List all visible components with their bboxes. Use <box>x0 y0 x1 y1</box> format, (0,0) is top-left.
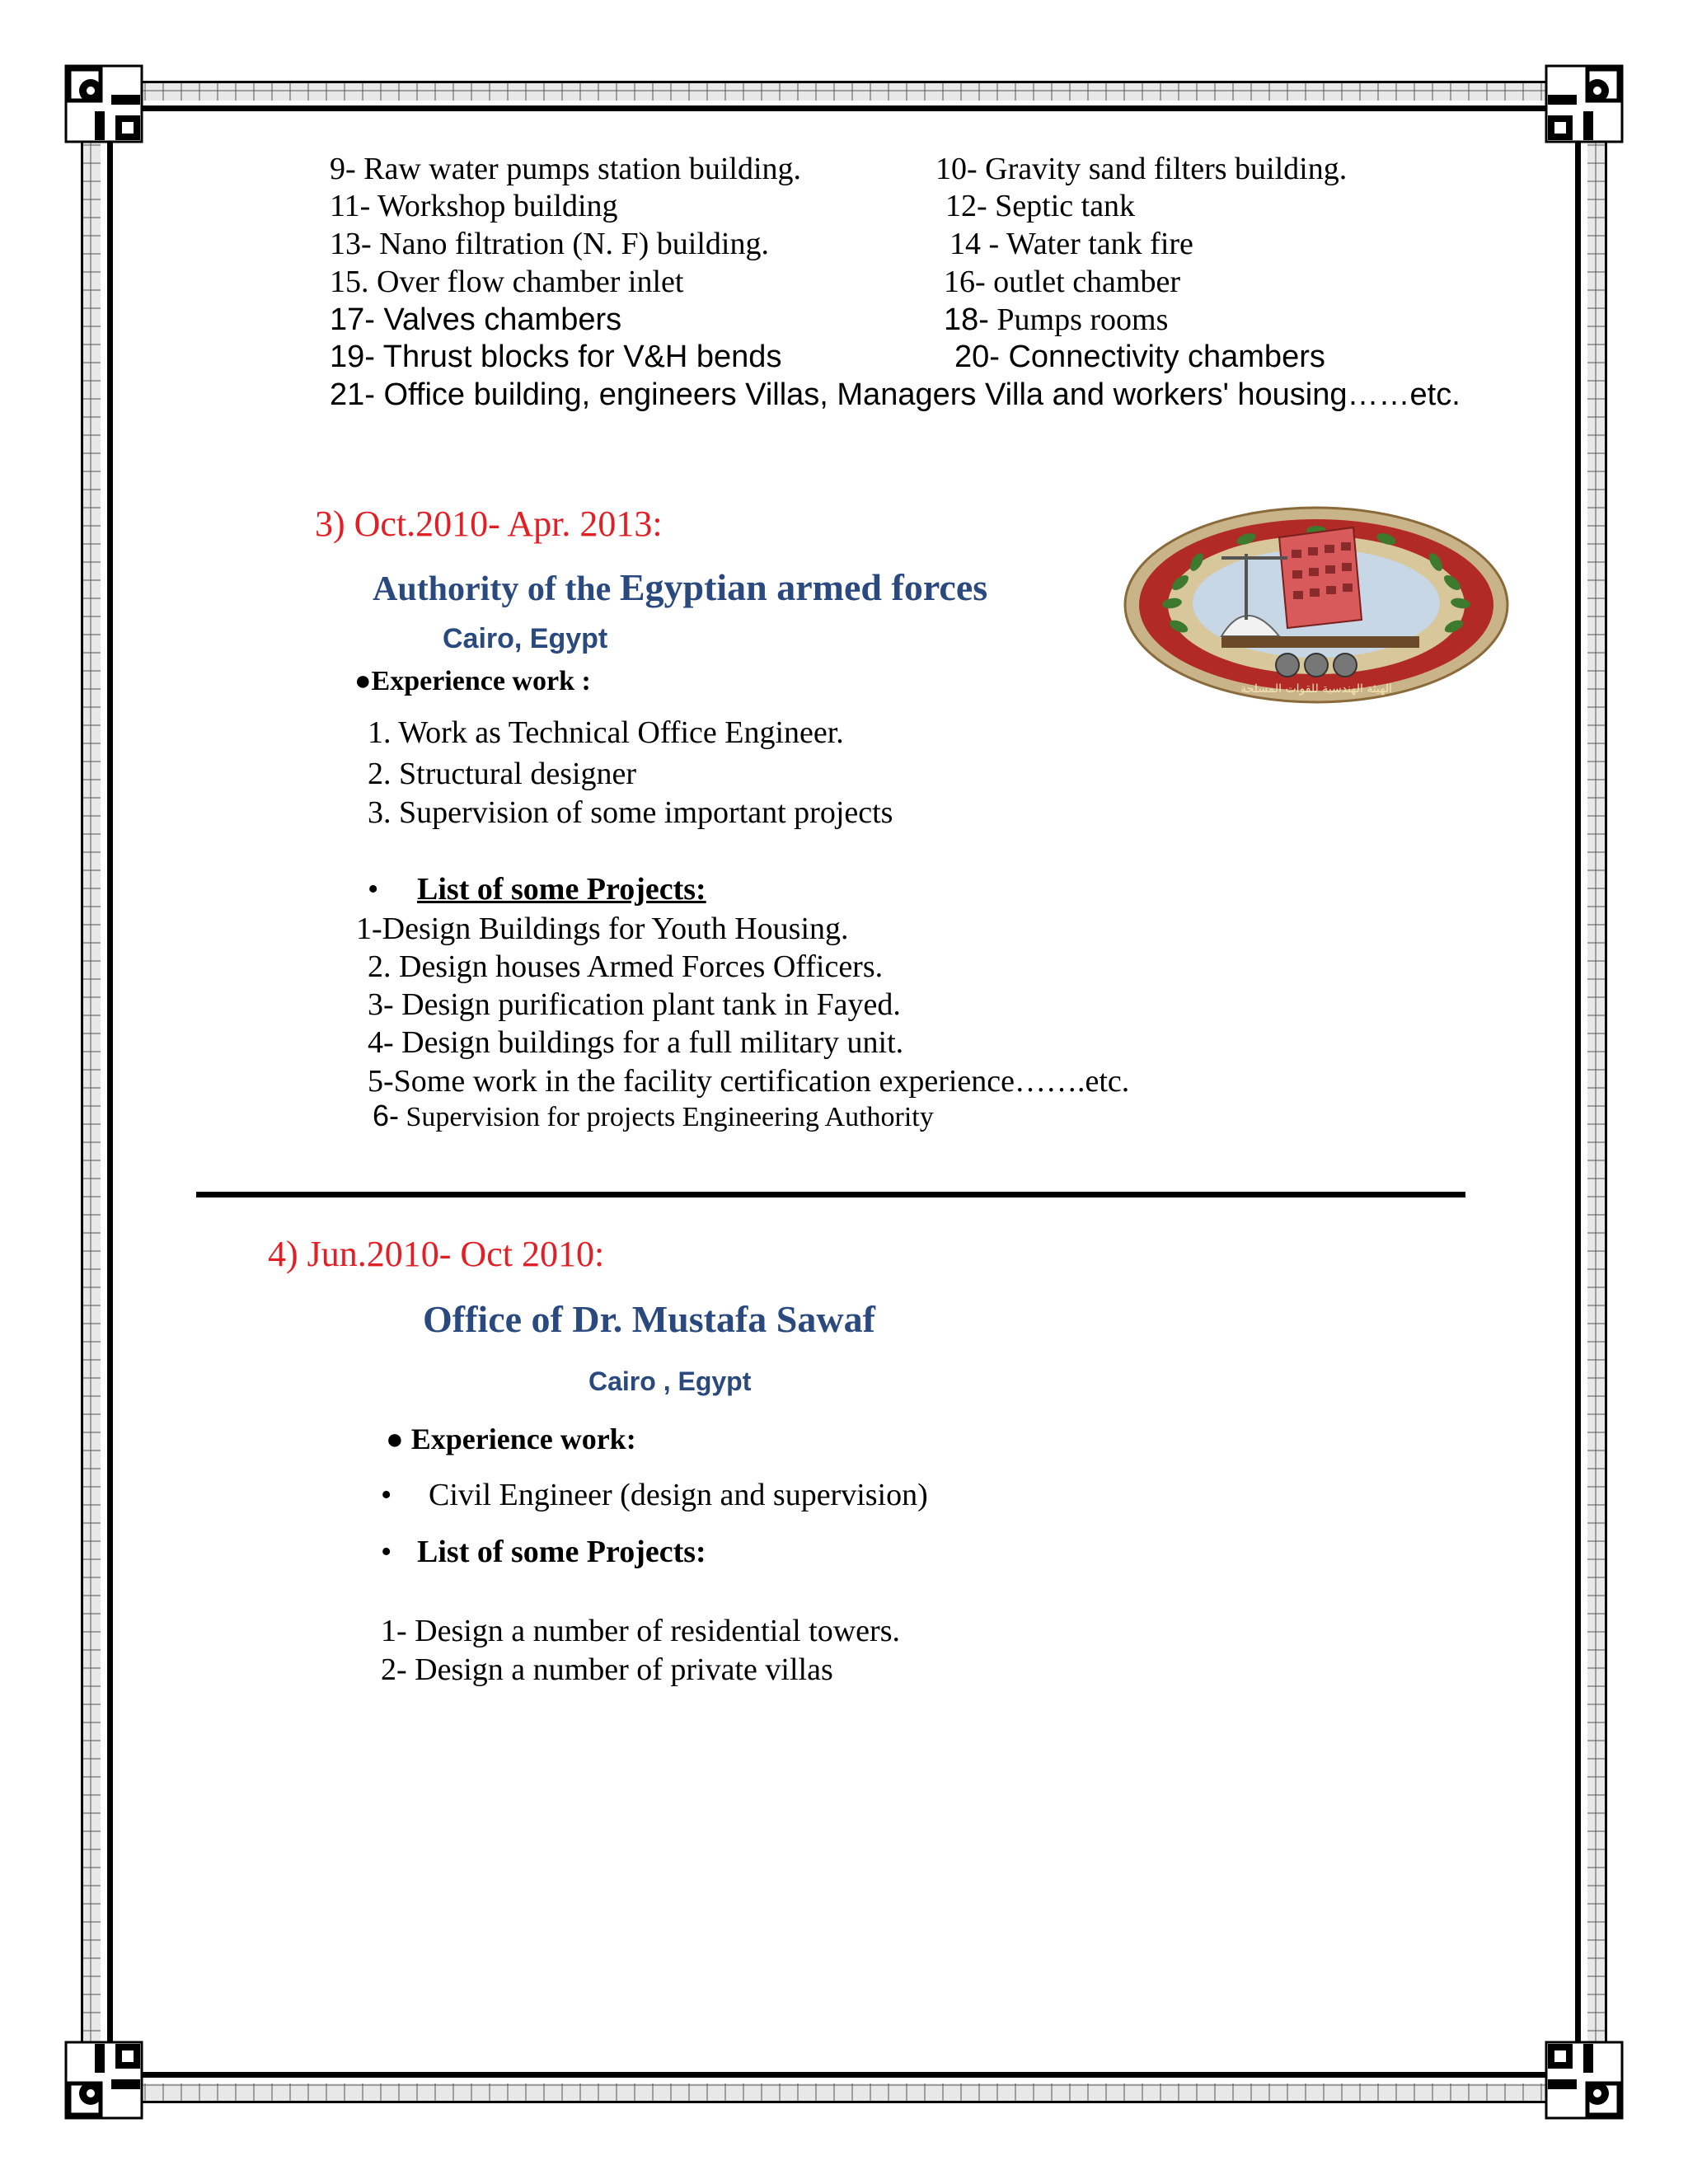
employer-name <box>373 566 988 608</box>
experience-item: Civil Engineer (design and supervision) <box>429 1478 928 1512</box>
list-item: 12- Septic tank <box>945 189 1136 223</box>
employer-location: Cairo, Egypt <box>443 623 608 654</box>
project-item: 4- Design buildings for a full military unit. <box>368 1025 904 1060</box>
employer-name-part: Authority of the <box>373 570 620 608</box>
list-item-text: Pumps rooms <box>988 302 1169 337</box>
bullet-icon: • <box>368 872 379 907</box>
section-divider <box>196 1192 1465 1197</box>
engineering-authority-logo <box>1123 504 1510 706</box>
list-item: 19- Thrust blocks for V&H bends <box>330 340 782 374</box>
corner-ornament-top-left <box>66 66 142 142</box>
corner-ornament-bottom-left <box>66 2042 142 2118</box>
projects-heading: List of some Projects: <box>417 1535 706 1569</box>
bullet-icon: • <box>381 1478 392 1512</box>
project-item: 2- Design a number of private villas <box>381 1652 833 1687</box>
project-item: 1- Design a number of residential towers. <box>381 1614 900 1648</box>
list-item: 13- Nano filtration (N. F) building. <box>330 227 769 261</box>
project-item <box>373 1101 934 1132</box>
project-item: 1-Design Buildings for Youth Housing. <box>356 912 849 946</box>
list-item: 16- outlet chamber <box>944 265 1181 299</box>
list-item: 11- Workshop building <box>330 189 618 223</box>
list-item: 17- Valves chambers <box>330 302 622 337</box>
section-period: 4) Jun.2010- Oct 2010: <box>268 1234 605 1274</box>
project-item: 2. Design houses Armed Forces Officers. <box>368 949 884 984</box>
employer-name-part: Egyptian armed forces <box>619 566 988 608</box>
experience-item: 2. Structural designer <box>368 757 637 791</box>
bullet-icon: • <box>381 1535 392 1569</box>
corner-ornament-top-right <box>1546 66 1622 142</box>
project-item-text: Supervision for projects Engineering Authority <box>399 1102 934 1132</box>
list-item: 14 - Water tank fire <box>950 227 1193 261</box>
corner-ornament-bottom-right <box>1546 2042 1622 2118</box>
logo-caption: الهيئة الهندسية للقوات المسلحة <box>1240 682 1392 696</box>
projects-heading: List of some Projects: <box>417 872 706 907</box>
experience-heading: ●Experience work : <box>354 666 591 696</box>
list-item: 20- Connectivity chambers <box>954 340 1325 374</box>
project-item: 5-Some work in the facility certification experience…….etc. <box>368 1064 1130 1099</box>
experience-item: 1. Work as Technical Office Engineer. <box>368 715 844 750</box>
employer-name: Office of Dr. Mustafa Sawaf <box>423 1298 875 1340</box>
list-item: 9- Raw water pumps station building. <box>330 152 802 186</box>
employer-location: Cairo , Egypt <box>588 1366 752 1396</box>
section-period: 3) Oct.2010- Apr. 2013: <box>315 504 663 544</box>
list-item: 21- Office building, engineers Villas, Managers Villa and workers' housing……etc. <box>330 377 1461 412</box>
experience-item: 3. Supervision of some important projects <box>368 795 893 830</box>
list-item: 10- Gravity sand filters building. <box>935 152 1348 186</box>
project-item: 3- Design purification plant tank in Fayed. <box>368 987 901 1022</box>
project-item-number: 6- <box>373 1099 400 1132</box>
list-item: 15. Over flow chamber inlet <box>330 265 684 299</box>
experience-heading: ● Experience work: <box>386 1422 636 1455</box>
list-item <box>944 304 1168 335</box>
list-item-number: 18- <box>944 302 989 337</box>
